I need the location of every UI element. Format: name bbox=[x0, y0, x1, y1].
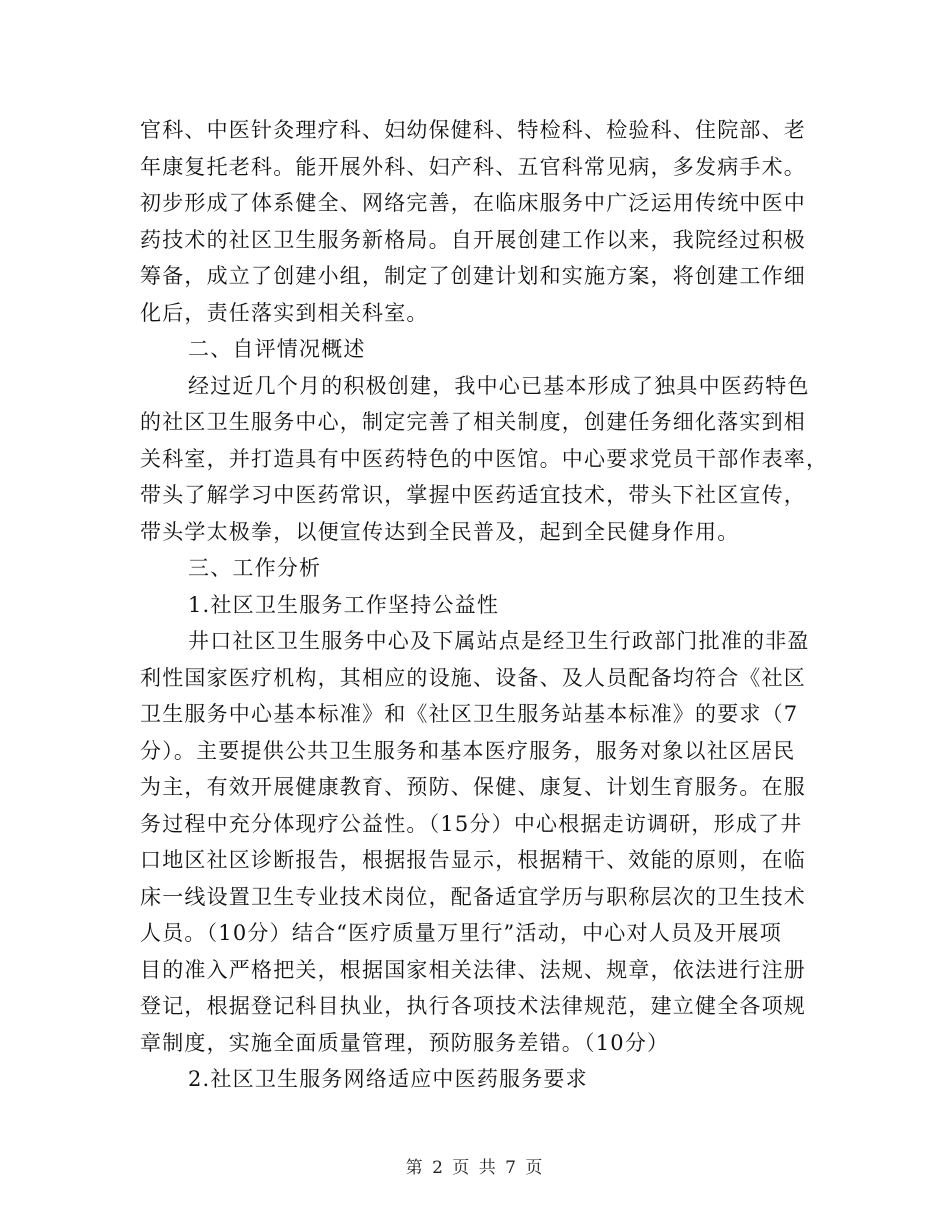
document-body bbox=[140, 112, 830, 1098]
page-number-footer: 第 2 页 共 7 页 bbox=[405, 1158, 545, 1178]
body-line: 务过程中充分体现疗公益性。（15分）中心根据走访调研，形成了井 bbox=[140, 811, 803, 836]
body-line: 利性国家医疗机构，其相应的设施、设备、及人员配备均符合《社区 bbox=[140, 665, 806, 690]
body-line: 带头学太极拳，以便宣传达到全民普及，起到全民健身作用。 bbox=[140, 519, 740, 544]
body-line: 药技术的社区卫生服务新格局。自开展创建工作以来，我院经过积极 bbox=[140, 227, 806, 252]
body-line: 分）。主要提供公共卫生服务和基本医疗服务，服务对象以社区居民 bbox=[140, 738, 796, 763]
paragraph-first-line: 井口社区卫生服务中心及下属站点是经卫生行政部门批准的非盈 bbox=[188, 629, 810, 653]
body-line: 章制度，实施全面质量管理，预防服务差错。（10分） bbox=[140, 1030, 670, 1055]
body-line: 初步形成了体系健全、网络完善，在临床服务中广泛运用传统中医中 bbox=[140, 191, 806, 215]
body-line: 关科室，并打造具有中医药特色的中医馆。中心要求党员干部作表率， bbox=[140, 446, 829, 471]
section-heading: 二、自评情况概述 bbox=[188, 337, 366, 361]
subsection-heading: 2.社区卫生服务网络适应中医药服务要求 bbox=[188, 1067, 588, 1091]
body-line: 化后，责任落实到相关科室。 bbox=[140, 300, 429, 325]
body-line: 筹备，成立了创建小组，制定了创建计划和实施方案，将创建工作细 bbox=[140, 264, 806, 288]
subsection-heading: 1.社区卫生服务工作坚持公益性 bbox=[188, 592, 500, 617]
body-line: 卫生服务中心基本标准》和《社区卫生服务站基本标准》的要求（7 bbox=[140, 702, 799, 726]
section-heading: 三、工作分析 bbox=[188, 556, 322, 580]
body-line: 官科、中医针灸理疗科、妇幼保健科、特检科、检验科、住院部、老 bbox=[140, 118, 806, 142]
paragraph-first-line: 经过近几个月的积极创建，我中心已基本形成了独具中医药特色 bbox=[188, 373, 810, 398]
body-line: 口地区社区诊断报告，根据报告显示，根据精干、效能的原则，在临 bbox=[140, 848, 806, 872]
body-line: 为主，有效开展健康教育、预防、保健、康复、计划生育服务。在服 bbox=[140, 775, 806, 799]
body-line: 床一线设置卫生专业技术岗位，配备适宜学历与职称层次的卫生技术 bbox=[140, 884, 806, 909]
body-line: 的社区卫生服务中心，制定完善了相关制度，创建任务细化落实到相 bbox=[140, 410, 806, 434]
body-line: 带头了解学习中医药常识，掌握中医药适宜技术，带头下社区宣传， bbox=[140, 483, 806, 507]
body-line: 目的准入严格把关，根据国家相关法律、法规、规章，依法进行注册 bbox=[140, 957, 806, 982]
body-line: 年康复托老科。能开展外科、妇产科、五官科常见病，多发病手术。 bbox=[140, 154, 806, 179]
body-line: 登记，根据登记科目执业，执行各项技术法律规范，建立健全各项规 bbox=[140, 994, 806, 1018]
body-line: 人员。（10分）结合“医疗质量万里行”活动，中心对人员及开展项 bbox=[140, 921, 782, 945]
